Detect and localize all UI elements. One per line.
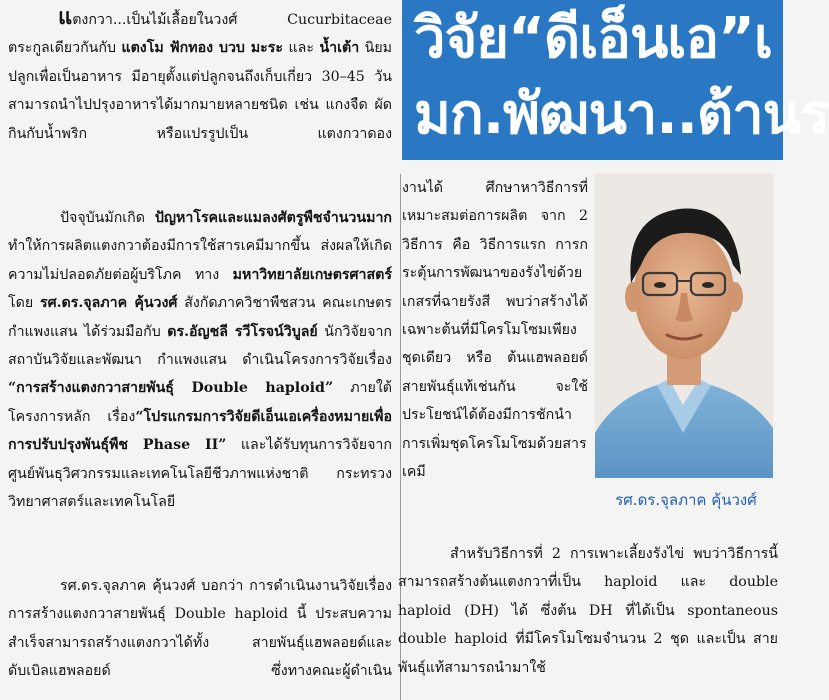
- text-run: ภายใต้โครงการหลัก เรื่อง: [8, 380, 392, 425]
- bold-run: น้ำเต้า: [319, 40, 360, 57]
- bottom-paragraph: [398, 540, 778, 682]
- bold-run: “การสร้างแตงกวาสายพันธุ์ Double haploid”: [8, 380, 334, 397]
- headline-line-2: มก.พัฒนา..ต้านร: [414, 82, 829, 147]
- drop-cap: แ: [58, 4, 73, 30]
- portrait-photo: [595, 173, 773, 478]
- photo-caption: รศ.ดร.จุลภาค คุ้นวงศ์: [615, 491, 757, 509]
- headline-line-1: วิจัย“ดีเอ็นเอ”เ: [414, 6, 773, 71]
- bold-run: ปัญหาโรคและแมลงศัตรูพืชจำนวนมาก: [154, 210, 392, 226]
- text-run: ตงกวา...เป็นไม้เลื้อยในวงศ์ Cucurbitaceae ตระกูลเดียวกันกับ: [8, 12, 392, 57]
- left-paragraph-2: [8, 204, 392, 516]
- text-run: ปัจจุบันมักเกิด: [60, 210, 155, 226]
- text-run: นิยมปลูกเพื่อเป็นอาหาร มีอายุตั้งแต่ปลูกจนถึงเก็บเกี่ยว 30–45 วัน สามารถนำไปปรุงอาหารได้มากมายหลายชนิด เช่น แกงจืด ผัด กินกับน้ำพริก หรือแปรรูปเป็น แตงกวาดอง: [8, 40, 393, 142]
- bold-run: มหาวิทยาลัยเกษตรศาสตร์: [232, 266, 392, 283]
- text-run: โดย: [8, 295, 40, 312]
- text-run: งานได้ ศึกษาหาวิธีการที่เหมาะสมต่อการผลิต จาก 2 วิธีการ คือ วิธีการแรก การกระตุ้นการพัฒนาของรังไข่ด้วยเกสรที่ฉายรังสี พบว่าสร้างได้เฉพาะต้นที่มีโครโมโซมเพียงชุดเดียว หรือ ต้นแฮพลอยด์สายพันธุ์แท้เช่นกัน จะใช้ประโยชน์ได้ต้องมีการชักนำการเพิ่มชุดโครโมโซมด้วยสารเคมี: [402, 180, 588, 481]
- bold-run: แตงโม ฟักทอง บวบ มะระ: [121, 40, 284, 57]
- text-run: รศ.ดร.จุลภาค คุ้นวงศ์ บอกว่า การดำเนินงานวิจัยเรื่องการสร้างแตงกวาสายพันธุ์ Double haploid นี้ ประสบความสำเร็จสามารถสร้างแตงกวาได้ทั้ง สายพันธุ์แฮพลอยด์และดับเบิลแฮพลอยด์ ซึ่งทางคณะผู้ดำเนิน: [8, 578, 392, 680]
- left-paragraph-3: [8, 572, 392, 686]
- text-run: ทำให้การผลิตแตงกวาต้องมีการใช้สารเคมีมากขึ้น ส่งผลให้เกิดความไม่ปลอดภัยต่อผู้บริโภค ทาง: [8, 238, 392, 283]
- bold-run: ดร.อัญชลี รวีโรจน์วิบูลย์: [167, 323, 318, 340]
- text-run: และ: [283, 40, 320, 57]
- text-run: สังกัดภาควิชาพืชสวน คณะเกษตรกำแพงแสน ได้ร่วมมือกับ: [8, 295, 392, 340]
- bold-run: “โปรแกรมการวิจัยดีเอ็นเอเครื่องหมายเพื่อการปรับปรุงพันธุ์พืช Phase II”: [8, 408, 392, 454]
- left-paragraph-1: [8, 6, 392, 148]
- text-run: และได้รับทุนการวิจัยจาก ศูนย์พันธุวิศวกรรมและเทคโนโลยีชีวภาพแห่งชาติ กระทรวงวิทยาศาสตร์และเทคโนโลยี: [8, 437, 392, 511]
- portrait-illustration: [595, 173, 773, 478]
- middle-paragraph: [402, 174, 588, 486]
- text-run: สำหรับวิธีการที่ 2 การเพาะเลี้ยงรังไข่ พบว่าวิธีการนี้สามารถสร้างต้นแตงกวาที่เป็น haploid และ double haploid (DH) ได้ ซึ่งต้น DH ที่ได้เป็น spontaneous double haploid ที่มีโครโมโซมจำนวน 2 ชุด และเป็น สายพันธุ์แท้สามารถนำมาใช้: [398, 546, 778, 676]
- bold-run: รศ.ดร.จุลภาค คุ้นวงศ์: [39, 295, 178, 312]
- text-run: นักวิจัยจากสถาบันวิจัยและพัฒนา กำแพงแสน ดำเนินโครงการวิจัยเรื่อง: [8, 323, 392, 369]
- headline-banner: [402, 0, 829, 160]
